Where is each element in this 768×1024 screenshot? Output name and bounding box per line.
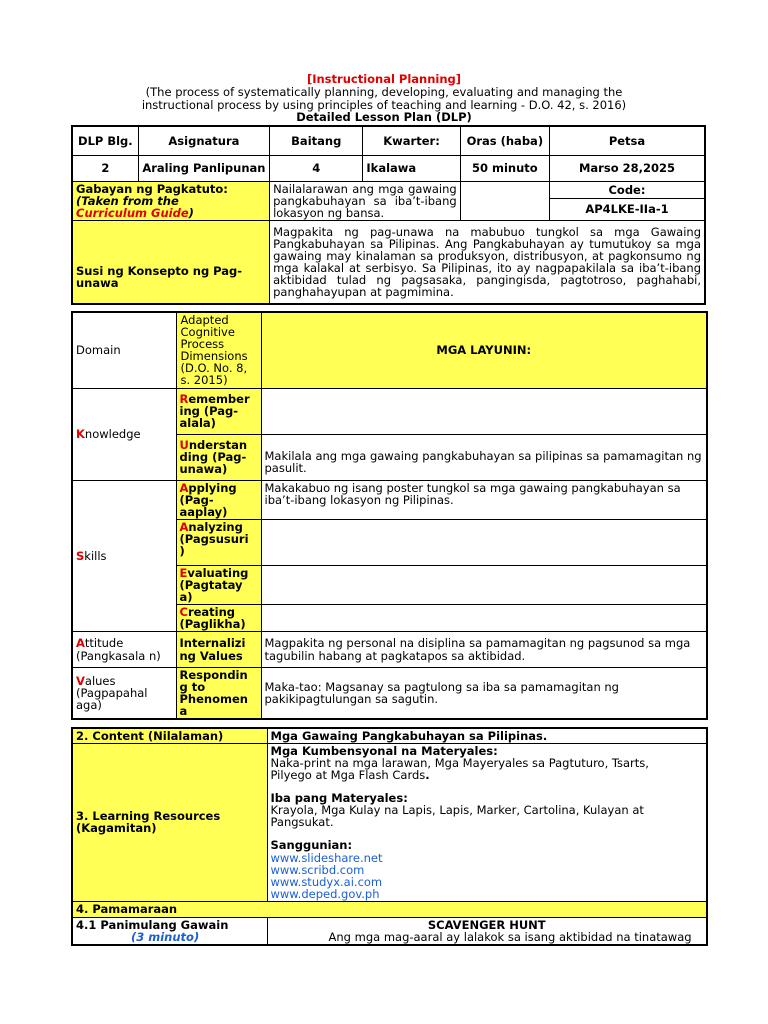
key-concept-text: Magpakita ng pag-unawa na mabubuo tungkol sa mga Gawaing Pangkabuhayan sa Pilipinas. Ang Pangkabuhayan ay tumutukoy sa mga gawaing may kinalaman sa produksyon, distribusyon, at pagkonsumo ng mga kalakal at serbisyo. Sa Pilipinas, ito ay nagpapakilala sa iba’t-ibang aktibidad tulad ng pagsasaka, pangingisda, pagtotroso, paghahabi, panghahayupan at pagmimina. <box>270 220 705 304</box>
objectives-table <box>71 311 708 720</box>
introductory-activity-text <box>267 917 707 945</box>
document-subtitle: Detailed Lesson Plan (DLP) <box>296 110 472 124</box>
applying-objective: Makakabuo ng isang poster tungkol sa mga gawaing pangkabuhayan sa iba’t-ibang lokasyon ng Pilipinas. <box>261 480 707 519</box>
content-table <box>71 727 708 946</box>
info-header-row <box>72 126 705 155</box>
understanding-objective: Makilala ang mga gawaing pangkabuhayan sa pilipinas sa pamamagitan ng pasulit. <box>261 434 707 480</box>
reference-link-slideshare[interactable]: www.slideshare.net <box>270 850 383 865</box>
scavenger-hunt-title: SCAVENGER HUNT <box>427 917 546 932</box>
procedure-heading: 4. Pamamaraan <box>72 901 707 917</box>
values-objective: Maka-tao: Magsanay sa pagtulong sa iba sa pamamagitan ng pakikipagtulungan sa sagutin. <box>261 668 707 720</box>
conventional-materials-heading: Mga Kumbensyonal na Materyales: <box>270 744 498 759</box>
creating-dimension: Creating (Paglikha) <box>176 604 261 631</box>
info-values-row <box>72 155 705 181</box>
content-label: 2. Content (Nilalaman) <box>72 728 267 744</box>
learning-resources-value <box>267 744 707 902</box>
introductory-activity-label: 4.1 Panimulang Gawain (3 minuto) <box>72 917 267 945</box>
other-materials-heading: Iba pang Materyales: <box>270 791 408 806</box>
quarter-value: Ikalawa <box>363 155 460 181</box>
quarter-header: Kwarter: <box>363 126 460 155</box>
evaluating-dimension: Evaluating (Pagtatay a) <box>176 565 261 604</box>
understanding-dimension: Understan ding (Pag- unawa) <box>176 434 261 480</box>
references-heading: Sanggunian: <box>270 838 353 853</box>
dlp-number-value: 2 <box>72 155 138 181</box>
knowledge-domain: Knowledge <box>72 388 176 480</box>
responding-to-phenomena-dimension: Respondin g to Phenomen a <box>176 668 261 720</box>
date-value: Marso 28,2025 <box>549 155 705 181</box>
lesson-info-table <box>71 125 706 305</box>
subject-value: Araling Panlipunan <box>138 155 269 181</box>
reference-link-deped[interactable]: www.deped.gov.ph <box>270 886 380 901</box>
duration-header: Oras (haba) <box>460 126 549 155</box>
subject-header: Asignatura <box>138 126 269 155</box>
header-description-line2: instructional process by using principles of teaching and learning - D.O. 42, s. 2016) <box>141 98 627 112</box>
code-label: Code: <box>549 181 705 198</box>
evaluating-objective <box>261 565 707 604</box>
susi-row <box>72 220 705 304</box>
content-value: Mga Gawaing Pangkabuhayan sa Pilipinas. <box>267 728 707 744</box>
objectives-header: MGA LAYUNIN: <box>261 312 707 388</box>
domain-header: Domain <box>72 312 176 388</box>
attitude-domain: Attitude (Pangkasala n) <box>72 632 176 668</box>
attitude-objective: Magpakita ng personal na disiplina sa pamamagitan ng pagsunod sa mga tagubilin habang at pagkatapos sa aktibidad. <box>261 632 707 668</box>
grade-value: 4 <box>270 155 363 181</box>
applying-dimension: Applying (Pag- aaplay) <box>176 480 261 519</box>
learning-guide-label: Gabayan ng Pagkatuto: (Taken from the Curriculum Guide) <box>72 181 270 220</box>
plan-type-title: [Instructional Planning] <box>306 72 462 86</box>
adapted-dimensions-header: Adapted Cognitive Process Dimensions (D.O. No. 8, s. 2015) <box>176 312 261 388</box>
learning-guide-text: Nailalarawan ang mga gawaing pangkabuhayan sa iba’t-ibang lokasyon ng bansa. <box>270 181 461 220</box>
key-concept-label: Susi ng Konsepto ng Pag- unawa <box>72 220 270 304</box>
dlp-number-header: DLP Blg. <box>72 126 138 155</box>
header-description-line1: (The process of systematically planning, developing, evaluating and managing the <box>145 85 623 99</box>
date-header: Petsa <box>549 126 705 155</box>
duration-value: 50 minuto <box>460 155 549 181</box>
conventional-materials-line2: Pilyego at Mga Flash Cards. <box>270 768 430 783</box>
reference-link-studyx[interactable]: www.studyx.ai.com <box>270 874 383 889</box>
analyzing-dimension: Analyzing (Pagsusuri ) <box>176 519 261 565</box>
learning-resources-label: 3. Learning Resources (Kagamitan) <box>72 744 267 902</box>
conventional-materials-line1: Naka-print na mga larawan, Mga Mayeryales sa Pagtuturo, Tsarts, <box>270 756 649 771</box>
gabayan-row <box>72 181 705 198</box>
grade-header: Baitang <box>270 126 363 155</box>
scavenger-hunt-description: Ang mga mag-aaral ay lalakok sa isang aktibidad na tinatawag <box>328 929 692 944</box>
internalizing-values-dimension: Internalizi ng Values <box>176 632 261 668</box>
creating-objective <box>261 604 707 631</box>
values-domain: Values (Pagpapahal aga) <box>72 668 176 720</box>
remembering-objective <box>261 388 707 434</box>
code-value: AP4LKE-IIa-1 <box>549 198 705 220</box>
reference-link-scribd[interactable]: www.scribd.com <box>270 862 365 877</box>
skills-domain: Skills <box>72 480 176 632</box>
remembering-dimension: Remember ing (Pag- alala) <box>176 388 261 434</box>
other-materials-text: Krayola, Mga Kulay na Lapis, Lapis, Marker, Cartolina, Kulayan at Pangsukat. <box>270 803 644 830</box>
analyzing-objective <box>261 519 707 565</box>
